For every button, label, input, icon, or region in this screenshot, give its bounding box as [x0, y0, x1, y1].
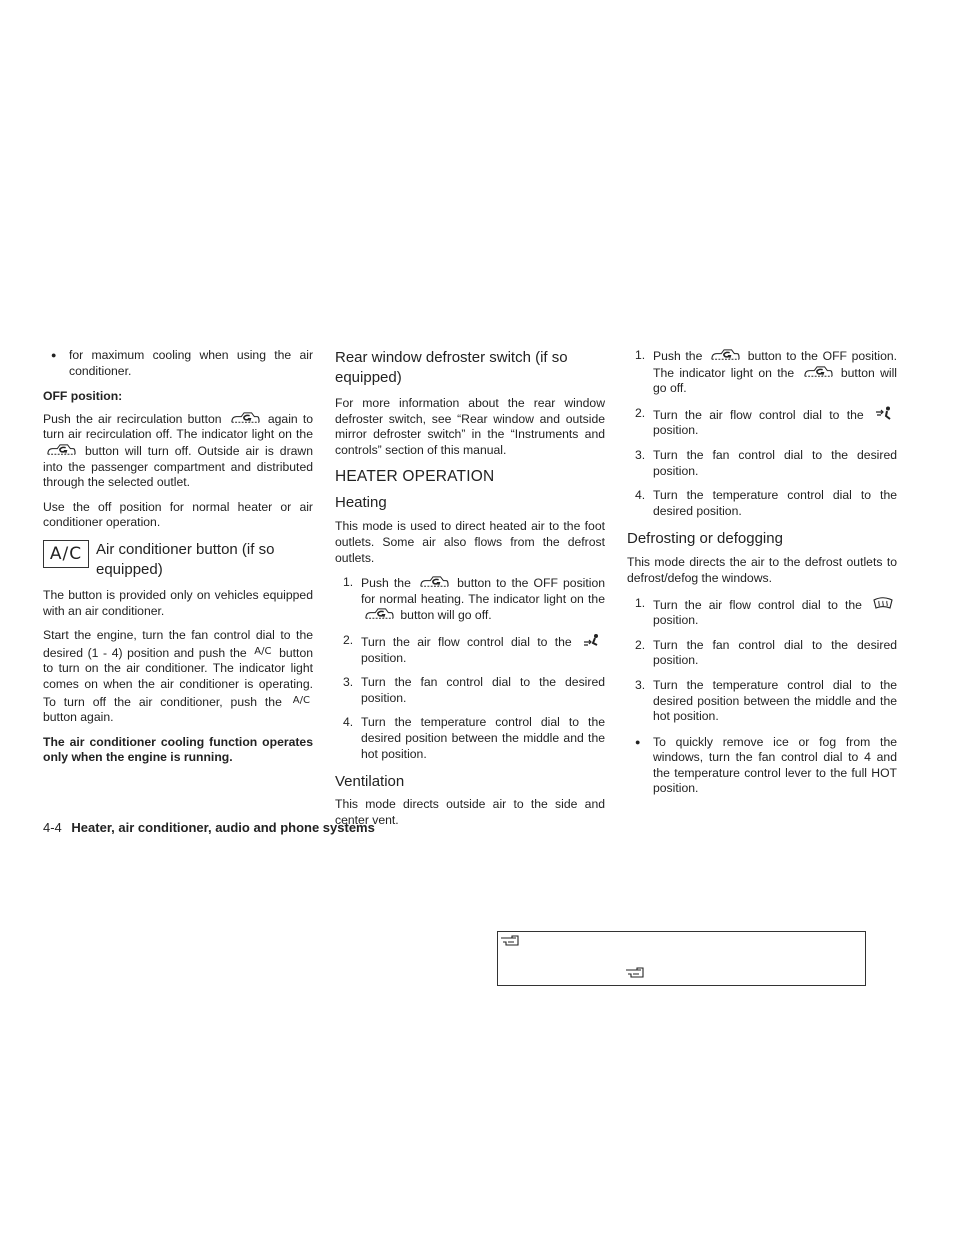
bullet-quick-defrost: ● To quickly remove ice or fog from the windows, turn the fan control dial to 4 and the temperature control lever to the full HOT position.: [627, 735, 897, 797]
ac-small-icon: A/C: [292, 694, 310, 706]
column-middle: [335, 348, 605, 837]
list-item: 1. Push the button to the OFF position for normal heating. The indicator light on the button will go off.: [343, 575, 606, 623]
list-item: 4. Turn the temperature control dial to the desired position.: [635, 488, 897, 518]
section-title: Heater, air conditioner, audio and phone systems: [71, 820, 375, 835]
recirculation-icon: [803, 365, 833, 380]
list-item: 2. Turn the air flow control dial to the position.: [627, 406, 897, 439]
list-item: 1. Turn the air flow control dial to the position.: [627, 596, 897, 629]
list-item: 3. Turn the fan control dial to the desired position.: [635, 447, 897, 478]
ventilation-heading: Ventilation: [335, 773, 405, 791]
list-item: 2. Turn the air flow control dial to the position.: [335, 633, 605, 666]
bullet-max-cooling: ● for maximum cooling when using the air conditioner.: [43, 348, 313, 379]
rear-defroster-heading: Rear window defroster switch (if so equipped): [335, 349, 568, 386]
list-item: 4. Turn the temperature control dial to the desired position between the middle and the hot position.: [343, 715, 605, 761]
recirculation-icon: [46, 443, 76, 458]
list-item: 1. Push the button to the OFF position. The indicator light on the button will go off.: [635, 348, 898, 396]
column-left: [43, 348, 313, 775]
heating-heading: Heating: [335, 494, 387, 512]
ventilation-paragraph: This mode directs outside air to the side and center vent.: [335, 797, 605, 827]
ac-small-icon: A/C: [254, 645, 272, 657]
reference-box: [497, 931, 866, 986]
recirculation-icon: [230, 411, 260, 426]
page-footer: [43, 820, 375, 835]
page-number: 4-4: [43, 820, 62, 835]
ac-heading-text: Air conditioner button (if so equipped): [96, 540, 275, 578]
defrost-icon: [872, 596, 894, 612]
recirculation-icon: [364, 607, 394, 622]
pointing-hand-icon: [625, 966, 645, 980]
pointing-hand-icon: [500, 934, 520, 948]
list-item: 3. Turn the temperature control dial to the desired position between the middle and the hot position.: [635, 677, 897, 724]
column-right: [627, 348, 897, 807]
heating-steps-list: [335, 575, 605, 762]
off-position-heading: OFF position:: [43, 389, 123, 404]
recirculation-icon: [419, 575, 449, 590]
list-item: 2. Turn the fan control dial to the desired position.: [635, 637, 897, 668]
heater-operation-heading: HEATER OPERATION: [335, 468, 495, 486]
ac-button-icon: A/C: [43, 540, 89, 568]
defrosting-steps-list: [627, 596, 897, 725]
list-item: 3. Turn the fan control dial to the desired position.: [343, 675, 605, 705]
defrosting-paragraph: This mode directs the air to the defrost outlets to defrost/defog the windows.: [627, 555, 897, 585]
ac-button-section-heading: [43, 540, 313, 580]
face-vent-icon: [874, 406, 894, 422]
ac-warning-text: The air conditioner cooling function operates only when the engine is running.: [43, 734, 313, 765]
off-position-paragraph: Push the air recirculation button again to turn air recirculation off. The indicator light on the button will turn off. Outside air is drawn into the passenger compartment and distributed through the selected outlet.: [43, 411, 314, 490]
off-position-note: Use the off position for normal heater or air conditioner operation.: [43, 499, 313, 530]
ventilation-steps-list: [627, 348, 897, 519]
heating-paragraph: This mode is used to direct heated air to the foot outlets. Some air also flows from the defrost outlets.: [335, 519, 605, 565]
defrosting-heading: Defrosting or defogging: [627, 530, 783, 548]
rear-defroster-paragraph: For more information about the rear window defroster switch, see “Rear window and outside mirror defroster switch” in the “Instruments and controls” section of this manual.: [335, 396, 605, 457]
foot-vent-icon: [582, 633, 602, 649]
recirculation-icon: [710, 348, 740, 363]
ac-operation-paragraph: Start the engine, turn the fan control dial to the desired (1 - 4) position and push the $^{A/C}$ button to turn on the air conditioner. The indicator light comes on when the air conditioner is operating. To turn off the air conditioner, push the $^{A/C}$ button again.: [43, 628, 313, 725]
ac-availability-paragraph: The button is provided only on vehicles equipped with an air conditioner.: [43, 587, 313, 618]
